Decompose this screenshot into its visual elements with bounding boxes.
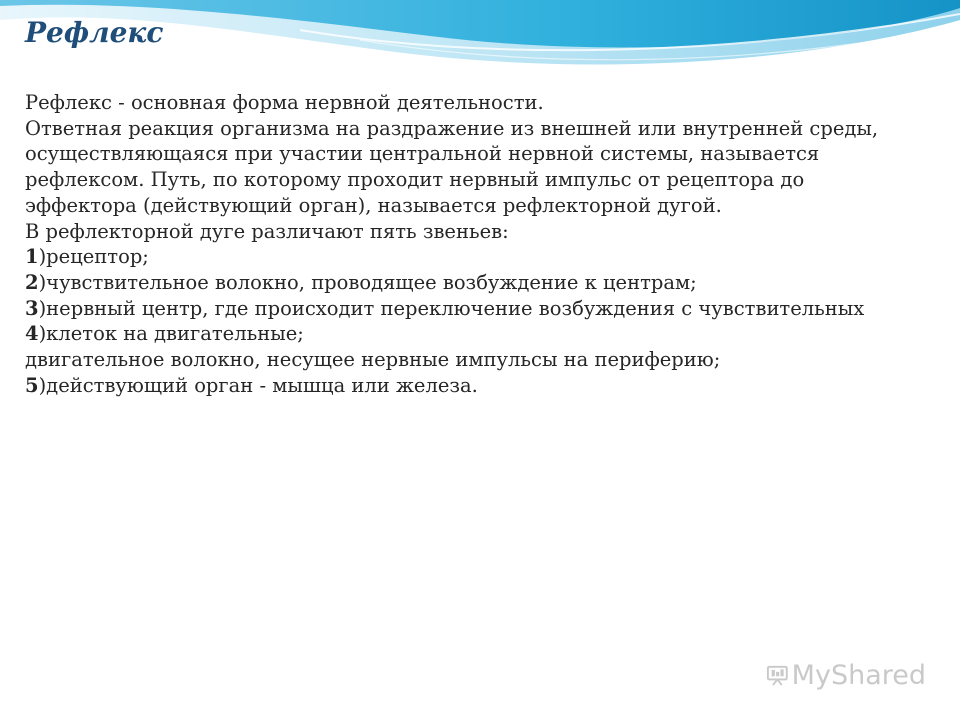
watermark <box>766 655 926 695</box>
list-item-text: )действующий орган - мышца или железа. <box>38 373 478 397</box>
list-item-text: )чувствительное волокно, проводящее возбуждение к центрам; <box>38 270 697 294</box>
list-item-text: )клеток на двигательные; <box>38 322 304 346</box>
body-line-3: осуществляющаяся при участии центральной нервной системы, называется <box>25 142 820 166</box>
body-line-2: Ответная реакция организма на раздражение из внешней или внутренней среды, <box>25 116 879 140</box>
body-line-6: В рефлекторной дуге различают пять звеньев: <box>25 219 509 243</box>
slide-title: Рефлекс <box>25 16 164 49</box>
list-item-2 <box>25 270 945 296</box>
body-line-1: Рефлекс - основная форма нервной деятельности. <box>25 91 544 114</box>
list-number: 5 <box>25 373 39 397</box>
list-item-6 <box>25 373 945 399</box>
watermark-text: MyShared <box>791 659 926 691</box>
list-item-3 <box>25 296 945 322</box>
list-item-1 <box>25 244 945 270</box>
body-line-4: рефлексом. Путь, по которому проходит нервный импульс от рецептора до <box>25 168 805 192</box>
list-number: 4 <box>25 322 39 346</box>
list-number: 1 <box>25 245 39 269</box>
list-item-5 <box>25 347 945 373</box>
list-number: 3 <box>25 296 39 320</box>
list-item-text: )нервный центр, где происходит переключение возбуждения с чувствительных <box>38 296 865 320</box>
list-item-4 <box>25 321 945 347</box>
list-item-text: )рецептор; <box>38 245 149 269</box>
slide-body <box>25 90 945 398</box>
body-line-5: эффектора (действующий орган), называется рефлекторной дугой. <box>25 193 722 217</box>
list-item-text: двигательное волокно, несущее нервные импульсы на периферию; <box>25 348 721 372</box>
presentation-board-icon <box>766 657 789 693</box>
list-number: 2 <box>25 270 39 294</box>
